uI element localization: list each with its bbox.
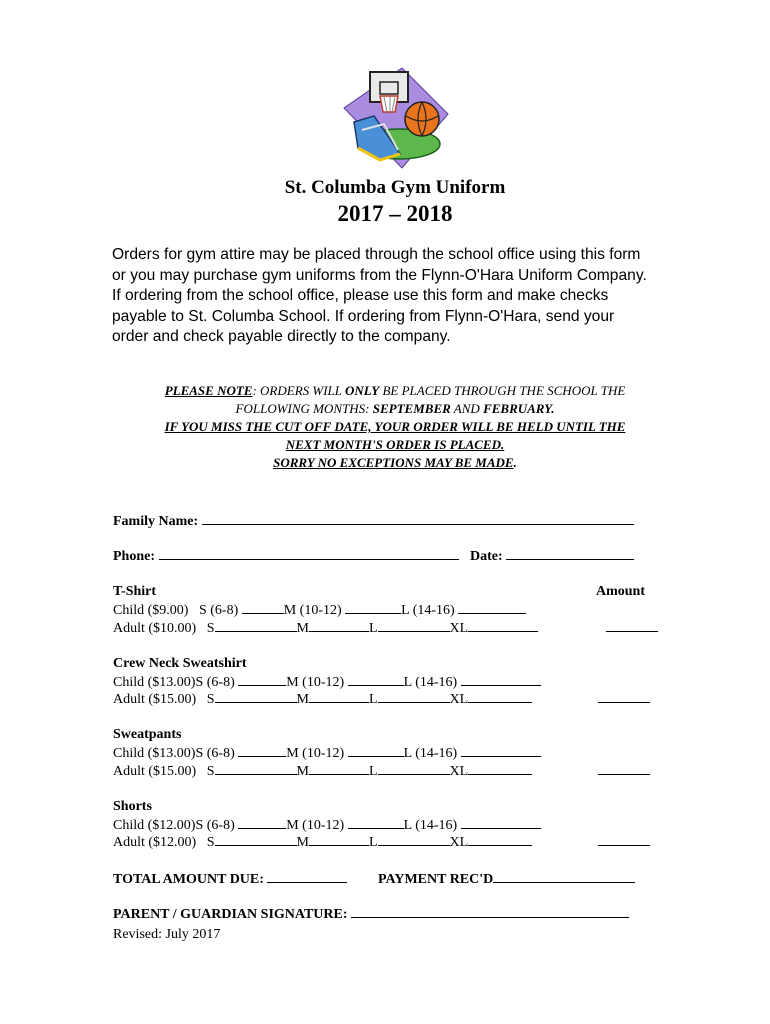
- revised-date: Revised: July 2017: [113, 927, 221, 942]
- date-line[interactable]: [506, 547, 634, 560]
- phone-field[interactable]: Phone:: [113, 547, 459, 565]
- family-name-line[interactable]: [202, 512, 634, 525]
- intro-paragraph: Orders for gym attire may be placed through the school office using this form or you may purchase gym uniforms from the Flynn-O'Hara Uniform Company. If ordering from the school office, please use this form and make checks payable to St. Columba School. If ordering from Flynn-O'Hara, send your order and check payable directly to the company.: [112, 246, 647, 345]
- crew-heading: Crew Neck Sweatshirt: [113, 656, 247, 671]
- date-field[interactable]: Date:: [470, 547, 634, 565]
- pants-child-row: Child ($13.00)S (6-8) M (10-12) L (14-16): [113, 744, 541, 762]
- tshirt-child-row: Child ($9.00) S (6-8) M (10-12) L (14-16): [113, 601, 526, 619]
- amount-heading: Amount: [596, 584, 646, 599]
- shorts-heading: Shorts: [113, 799, 152, 814]
- total-line[interactable]: [267, 870, 347, 883]
- tshirt-amount[interactable]: [606, 619, 658, 637]
- school-year: 2017 – 2018: [337, 201, 453, 226]
- signature-line[interactable]: [351, 905, 629, 918]
- pants-amount[interactable]: [598, 762, 650, 780]
- shorts-child-row: Child ($12.00)S (6-8) M (10-12) L (14-16): [113, 816, 541, 834]
- basketball-logo: [340, 64, 450, 174]
- tshirt-adult-row: Adult ($10.00) S M L XL: [113, 619, 538, 637]
- total-amount-field[interactable]: TOTAL AMOUNT DUE:: [113, 870, 347, 888]
- payment-line[interactable]: [493, 870, 635, 883]
- shorts-adult-row: Adult ($12.00) S M L XL: [113, 833, 532, 851]
- hoop-net-icon: [380, 96, 398, 112]
- crew-amount[interactable]: [598, 690, 650, 708]
- crew-adult-row: Adult ($15.00) S M L XL: [113, 690, 532, 708]
- form-title: St. Columba Gym Uniform: [284, 177, 506, 198]
- tshirt-heading: T-Shirt: [113, 584, 157, 599]
- pants-adult-row: Adult ($15.00) S M L XL: [113, 762, 532, 780]
- shorts-amount[interactable]: [598, 833, 650, 851]
- pants-heading: Sweatpants: [113, 727, 182, 742]
- payment-received-field[interactable]: PAYMENT REC'D: [378, 870, 635, 888]
- crew-child-row: Child ($13.00)S (6-8) M (10-12) L (14-16): [113, 673, 541, 691]
- basketball-icon: [405, 102, 439, 136]
- family-name-field[interactable]: Family Name:: [113, 512, 634, 530]
- order-notice: PLEASE NOTE: ORDERS WILL ONLY BE PLACED THROUGH THE SCHOOL THE FOLLOWING MONTHS: SEPTEMBER AND FEBRUARY. IF YOU MISS THE CUT OFF DATE, YOUR ORDER WILL BE HELD UNTIL THE NEXT MONTH'S ORDER IS PLACED. SORRY NO EXCEPTIONS MAY BE MADE.: [164, 383, 626, 470]
- phone-line[interactable]: [159, 547, 459, 560]
- signature-field[interactable]: PARENT / GUARDIAN SIGNATURE:: [113, 905, 629, 923]
